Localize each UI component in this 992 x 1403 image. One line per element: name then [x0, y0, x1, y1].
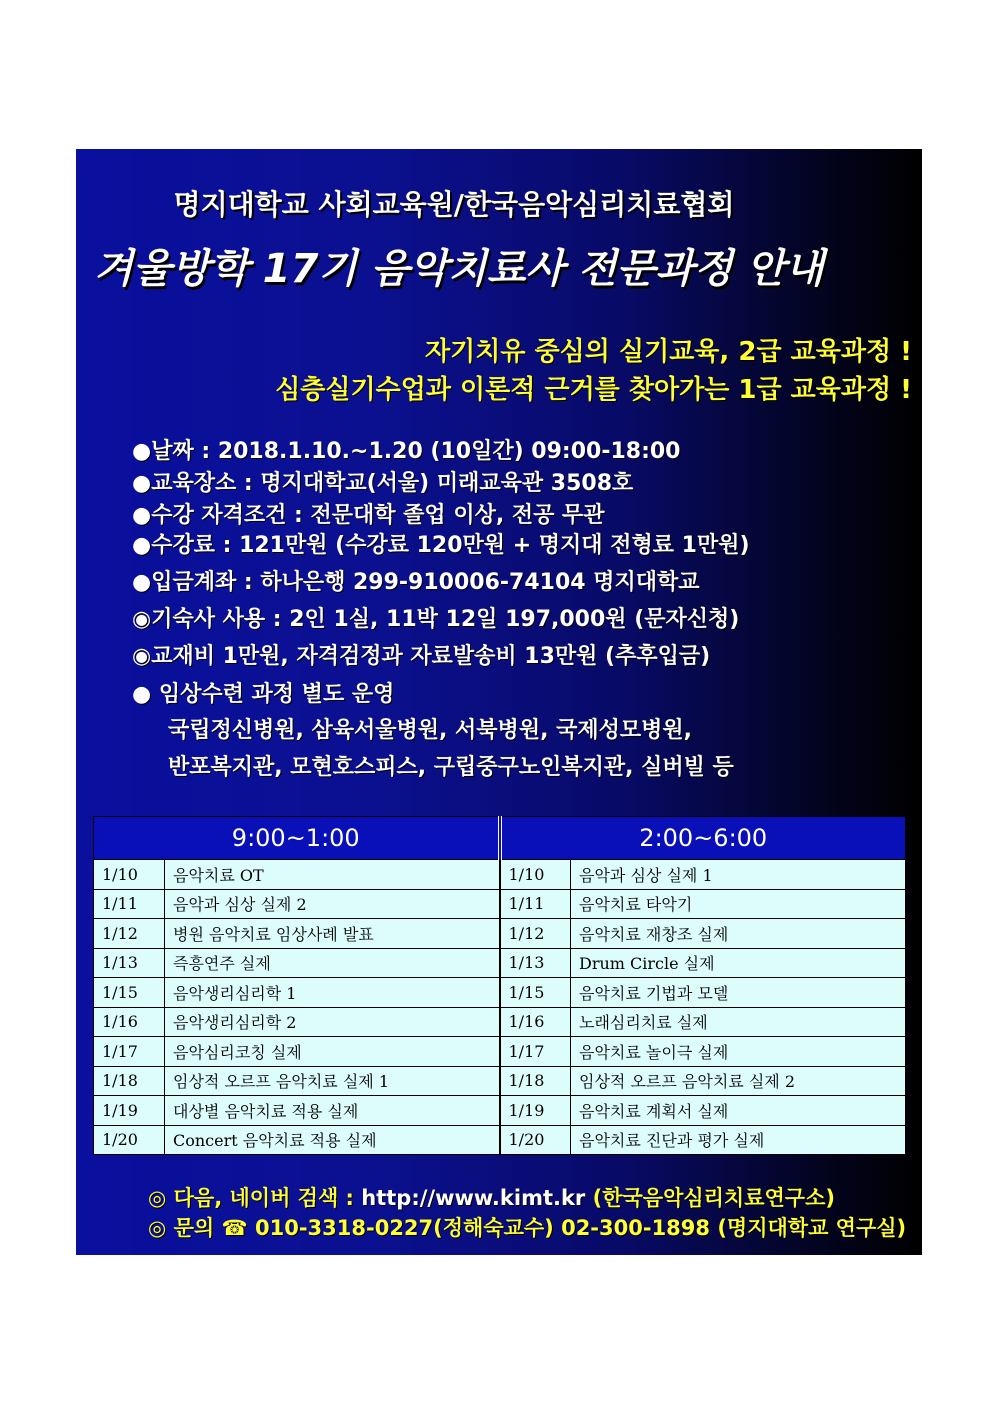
morning-date: 1/12: [94, 919, 165, 949]
afternoon-class: 노래심리치료 실제: [571, 1007, 906, 1037]
morning-class: 음악생리심리학 2: [165, 1007, 500, 1037]
morning-date: 1/20: [94, 1125, 165, 1155]
morning-class: 즉흥연주 실제: [165, 948, 500, 978]
table-row: [94, 1125, 906, 1155]
afternoon-date: 1/11: [500, 889, 571, 919]
organization-heading: 명지대학교 사회교육원/한국음악심리치료협회: [173, 188, 735, 221]
slogan-level1: 심층실기수업과 이론적 근거를 찾아가는 1급 교육과정 !: [275, 375, 912, 405]
footer-contact: ◎ 문의 ☎ 010-3318-0227(정해숙교수) 02-300-1898 (명지대학교 연구실): [148, 1216, 907, 1240]
info-clinical-training: ● 임상수련 과정 별도 운영: [132, 682, 395, 707]
table-row: [94, 948, 906, 978]
morning-class: 병원 음악치료 임상사례 발표: [165, 919, 500, 949]
morning-date: 1/15: [94, 978, 165, 1008]
morning-date: 1/13: [94, 948, 165, 978]
table-row: [94, 978, 906, 1008]
info-materials-fee: ◉교재비 1만원, 자격검정과 자료발송비 13만원 (추후입금): [132, 644, 711, 669]
afternoon-class: 음악치료 기법과 모델: [571, 978, 906, 1008]
afternoon-date: 1/19: [500, 1096, 571, 1126]
search-suffix: (한국음악심리치료연구소): [585, 1186, 835, 1210]
info-eligibility: ●수강 자격조건 : 전문대학 졸업 이상, 전공 무관: [132, 503, 605, 528]
morning-date: 1/10: [94, 860, 165, 890]
afternoon-date: 1/12: [500, 919, 571, 949]
afternoon-class: 음악치료 놀이극 실제: [571, 1037, 906, 1067]
afternoon-date: 1/17: [500, 1037, 571, 1067]
morning-class: Concert 음악치료 적용 실제: [165, 1125, 500, 1155]
info-bank-account: ●입금계좌 : 하나은행 299-910006-74104 명지대학교: [132, 570, 700, 595]
footer-search: [148, 1182, 835, 1212]
afternoon-date: 1/18: [500, 1066, 571, 1096]
info-hospitals-line1: 국립정신병원, 삼육서울병원, 서북병원, 국제성모병원,: [168, 718, 692, 743]
morning-class: 음악과 심상 실제 2: [165, 889, 500, 919]
table-row: [94, 1066, 906, 1096]
morning-date: 1/18: [94, 1066, 165, 1096]
morning-class: 임상적 오르프 음악치료 실제 1: [165, 1066, 500, 1096]
morning-class: 음악치료 OT: [165, 860, 500, 890]
poster: [76, 149, 922, 1255]
afternoon-class: 음악치료 진단과 평가 실제: [571, 1125, 906, 1155]
afternoon-class: Drum Circle 실제: [571, 948, 906, 978]
morning-date: 1/19: [94, 1096, 165, 1126]
schedule-table: [93, 816, 906, 1155]
morning-date: 1/11: [94, 889, 165, 919]
morning-header: 9:00~1:00: [94, 817, 500, 860]
afternoon-date: 1/13: [500, 948, 571, 978]
search-prefix: ◎ 다음, 네이버 검색 :: [148, 1186, 362, 1210]
schedule-header-row: [94, 817, 906, 860]
table-row: [94, 860, 906, 890]
info-hospitals-line2: 반포복지관, 모현호스피스, 구립중구노인복지관, 실버빌 등: [168, 755, 734, 780]
table-row: [94, 1007, 906, 1037]
morning-date: 1/16: [94, 1007, 165, 1037]
page-title: 겨울방학 17기 음악치료사 전문과정 안내: [94, 246, 824, 292]
afternoon-date: 1/15: [500, 978, 571, 1008]
afternoon-class: 음악치료 재창조 실제: [571, 919, 906, 949]
afternoon-class: 임상적 오르프 음악치료 실제 2: [571, 1066, 906, 1096]
afternoon-class: 음악치료 계획서 실제: [571, 1096, 906, 1126]
morning-class: 대상별 음악치료 적용 실제: [165, 1096, 500, 1126]
table-row: [94, 1096, 906, 1126]
table-row: [94, 1037, 906, 1067]
info-dormitory: ◉기숙사 사용 : 2인 1실, 11박 12일 197,000원 (문자신청): [132, 607, 740, 632]
afternoon-header: 2:00~6:00: [500, 817, 906, 860]
afternoon-date: 1/20: [500, 1125, 571, 1155]
afternoon-date: 1/10: [500, 860, 571, 890]
info-date: ●날짜 : 2018.1.10.~1.20 (10일간) 09:00-18:00: [132, 439, 681, 464]
morning-class: 음악심리코칭 실제: [165, 1037, 500, 1067]
website-link[interactable]: http://www.kimt.kr: [361, 1186, 586, 1210]
info-location: ●교육장소 : 명지대학교(서울) 미래교육관 3508호: [132, 471, 634, 496]
info-fee: ●수강료 : 121만원 (수강료 120만원 + 명지대 전형료 1만원): [132, 533, 750, 558]
slogan-level2: 자기치유 중심의 실기교육, 2급 교육과정 !: [425, 337, 912, 367]
morning-class: 음악생리심리학 1: [165, 978, 500, 1008]
afternoon-date: 1/16: [500, 1007, 571, 1037]
afternoon-class: 음악과 심상 실제 1: [571, 860, 906, 890]
afternoon-class: 음악치료 타악기: [571, 889, 906, 919]
table-row: [94, 919, 906, 949]
morning-date: 1/17: [94, 1037, 165, 1067]
table-row: [94, 889, 906, 919]
